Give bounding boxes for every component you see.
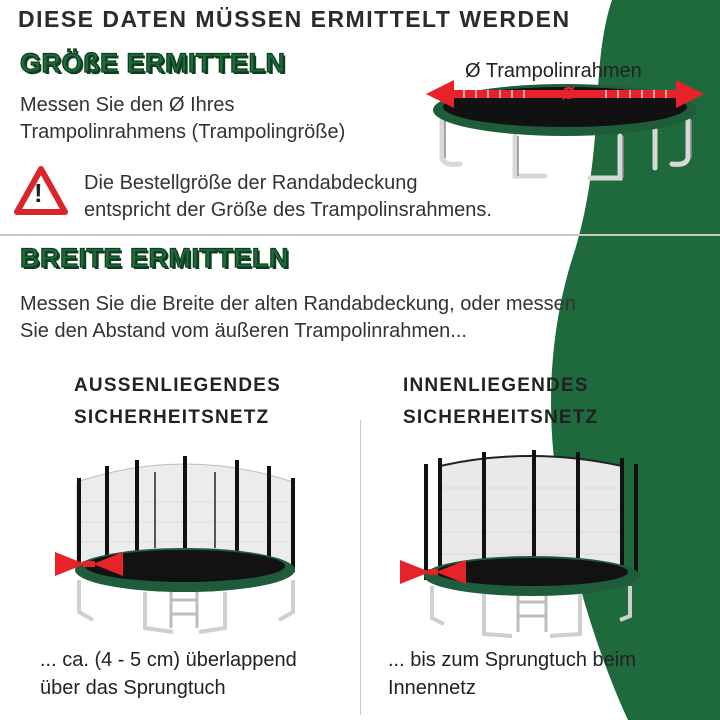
outer-net-heading: [74, 370, 281, 434]
warning-text-line1: Die Bestellgröße der Randabdeckung: [84, 172, 418, 194]
inner-net-trampoline-image: [400, 448, 660, 643]
width-section-title: BREITE ERMITTELN: [20, 243, 289, 273]
inner-net-heading: [403, 370, 598, 434]
outer-net-caption-line2: über das Sprungtuch: [40, 677, 226, 699]
inner-net-heading-line1: INNENLIEGENDES: [403, 375, 589, 396]
outer-net-heading-line1: AUSSENLIEGENDES: [74, 375, 281, 396]
ladder: [171, 588, 197, 628]
width-instruction-line1: Messen Sie die Breite der alten Randabdeckung, oder messen: [20, 293, 576, 315]
inner-net-heading-line2: SICHERHEITSNETZ: [403, 407, 599, 428]
size-instruction-line2: Trampolinrahmens (Trampolingröße): [20, 121, 346, 143]
section-divider: [0, 234, 720, 236]
size-instruction: [20, 92, 345, 146]
size-instruction-line1: Messen Sie den Ø Ihres: [20, 94, 235, 116]
inner-net-caption-line1: ... bis zum Sprungtuch beim: [388, 649, 636, 671]
outer-net-heading-line2: SICHERHEITSNETZ: [74, 407, 270, 428]
width-instruction: [20, 291, 576, 345]
warning-text: [84, 170, 492, 224]
diameter-symbol: ø: [562, 79, 576, 104]
outer-net-caption-line1: ... ca. (4 - 5 cm) überlappend: [40, 649, 297, 671]
warning-text-line2: entspricht der Größe des Trampolinsrahmens.: [84, 199, 492, 221]
safety-net: [440, 456, 622, 573]
column-divider: [360, 420, 361, 715]
diameter-label: Ø Trampolinrahmen: [465, 60, 642, 82]
outer-net-trampoline-image: [55, 452, 315, 637]
outer-net-caption: [40, 646, 297, 702]
size-section-title: GRÖßE ERMITTELN: [20, 48, 286, 78]
page-title: DIESE DATEN MÜSSEN ERMITTELT WERDEN: [18, 6, 571, 32]
inner-net-caption-line2: Innennetz: [388, 677, 476, 699]
width-instruction-line2: Sie den Abstand vom äußeren Trampolinrahmen...: [20, 320, 467, 342]
inner-net-caption: [388, 646, 636, 702]
warning-exclamation: !: [34, 178, 43, 208]
